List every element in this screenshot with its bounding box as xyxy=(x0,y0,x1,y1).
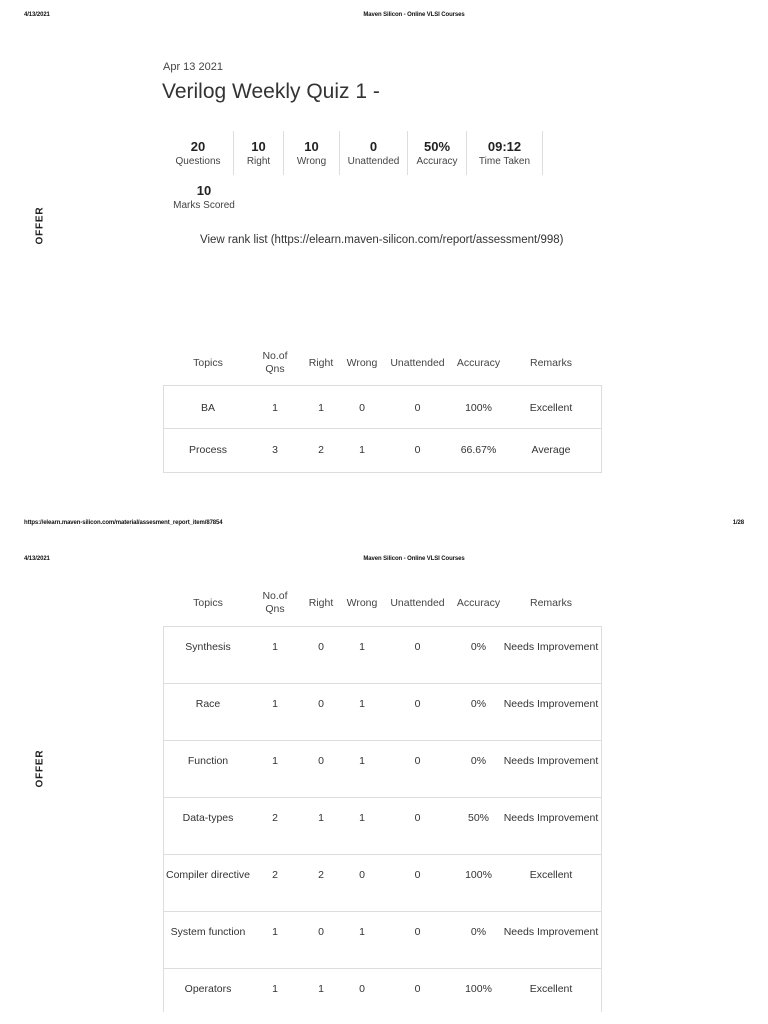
header-no-of-qns-line2: Qns xyxy=(265,363,285,375)
header-wrong: Wrong xyxy=(346,356,378,369)
cell-qns: 1 xyxy=(272,983,278,995)
cell-topic: System function xyxy=(170,926,246,938)
score-summary xyxy=(163,131,543,175)
header-unattended: Unattended xyxy=(390,356,445,369)
footer-url: https://elearn.maven-silicon.com/material/assesment_report_item/87854 xyxy=(24,520,223,526)
topics-table-1 xyxy=(163,385,602,473)
topics-table-header xyxy=(164,343,600,383)
footer-page-number: 1/28 xyxy=(732,520,744,526)
header-right: Right xyxy=(308,356,334,369)
print-date: 4/13/2021 xyxy=(24,12,50,18)
cell-unattended: 0 xyxy=(414,812,421,824)
cell-qns: 1 xyxy=(272,402,278,414)
stat-value: 20 xyxy=(190,138,206,154)
cell-topic: Process xyxy=(189,444,227,456)
cell-remarks: Needs Improvement xyxy=(503,755,599,767)
header-no-of-qns-line1: No.of xyxy=(262,350,288,362)
cell-accuracy: 100% xyxy=(465,983,492,995)
stat-label: Questions xyxy=(175,155,221,167)
cell-remarks: Average xyxy=(531,444,571,456)
cell-accuracy: 100% xyxy=(465,869,492,881)
cell-right: 1 xyxy=(318,812,324,824)
cell-wrong: 1 xyxy=(359,926,365,938)
header-unattended: Unattended xyxy=(390,596,445,609)
cell-wrong: 1 xyxy=(359,698,365,710)
cell-qns: 1 xyxy=(272,755,278,767)
cell-topic: Operators xyxy=(184,983,232,995)
topics-table-2 xyxy=(163,626,602,1012)
cell-remarks: Needs Improvement xyxy=(503,698,599,710)
cell-right: 2 xyxy=(318,444,324,456)
header-remarks: Remarks xyxy=(529,596,572,609)
header-wrong: Wrong xyxy=(346,596,378,609)
document-title: Maven Silicon - Online VLSI Courses xyxy=(363,12,465,18)
cell-unattended: 0 xyxy=(414,983,421,995)
cell-qns: 2 xyxy=(272,812,278,824)
stat-label: Unattended xyxy=(347,155,400,167)
stat-accuracy xyxy=(408,131,467,175)
table-row xyxy=(164,741,601,798)
stat-label: Wrong xyxy=(296,155,327,167)
cell-qns: 1 xyxy=(272,641,278,653)
cell-wrong: 1 xyxy=(359,641,365,653)
cell-remarks: Needs Improvement xyxy=(503,812,599,824)
table-row xyxy=(164,627,601,684)
table-row xyxy=(164,798,601,855)
cell-unattended: 0 xyxy=(414,444,421,456)
document-title: Maven Silicon - Online VLSI Courses xyxy=(363,556,465,562)
cell-remarks: Excellent xyxy=(529,869,573,881)
cell-right: 1 xyxy=(318,402,324,414)
cell-unattended: 0 xyxy=(414,698,421,710)
cell-right: 0 xyxy=(318,755,324,767)
header-no-of-qns xyxy=(252,590,298,616)
cell-unattended: 0 xyxy=(414,926,421,938)
table-row xyxy=(164,912,601,969)
stat-wrong xyxy=(284,131,340,175)
table-row xyxy=(164,855,601,912)
cell-topic: Synthesis xyxy=(185,641,231,653)
cell-accuracy: 0% xyxy=(470,698,487,710)
stat-value: 09:12 xyxy=(487,138,522,154)
table-row xyxy=(164,429,601,472)
stat-questions xyxy=(163,131,234,175)
topics-table-header xyxy=(164,583,600,623)
stat-label: Time Taken xyxy=(478,155,531,167)
header-accuracy: Accuracy xyxy=(456,596,501,609)
cell-topic: BA xyxy=(200,402,215,414)
cell-qns: 3 xyxy=(272,444,278,456)
cell-right: 2 xyxy=(318,869,324,881)
cell-unattended: 0 xyxy=(414,869,421,881)
offer-side-tab[interactable]: OFFER xyxy=(34,749,46,788)
cell-wrong: 0 xyxy=(359,402,365,414)
cell-accuracy: 100% xyxy=(465,402,492,414)
marks-summary xyxy=(163,177,245,217)
cell-qns: 2 xyxy=(272,869,278,881)
stat-unattended xyxy=(340,131,408,175)
stat-value: 10 xyxy=(304,138,319,154)
cell-wrong: 1 xyxy=(359,755,365,767)
stat-label: Right xyxy=(246,155,271,167)
cell-accuracy: 0% xyxy=(470,755,487,767)
header-remarks: Remarks xyxy=(529,356,572,369)
cell-unattended: 0 xyxy=(414,755,421,767)
table-row xyxy=(164,386,601,429)
stat-marks-scored xyxy=(163,177,245,217)
stat-right xyxy=(234,131,284,175)
header-topics: Topics xyxy=(193,596,223,609)
cell-right: 1 xyxy=(318,983,324,995)
cell-qns: 1 xyxy=(272,698,278,710)
header-no-of-qns-line2: Qns xyxy=(265,603,285,615)
quiz-title: Verilog Weekly Quiz 1 - xyxy=(162,80,380,103)
header-no-of-qns-line1: No.of xyxy=(262,590,288,602)
stat-value: 50% xyxy=(423,138,451,154)
cell-topic: Race xyxy=(195,698,221,710)
print-date: 4/13/2021 xyxy=(24,556,50,562)
cell-topic: Compiler directive xyxy=(165,869,251,881)
cell-accuracy: 50% xyxy=(467,812,489,824)
cell-wrong: 0 xyxy=(359,869,365,881)
cell-wrong: 0 xyxy=(359,983,365,995)
cell-right: 0 xyxy=(318,698,324,710)
cell-remarks: Needs Improvement xyxy=(503,641,599,653)
cell-accuracy: 0% xyxy=(470,926,487,938)
stat-label: Marks Scored xyxy=(173,199,235,211)
cell-remarks: Excellent xyxy=(529,402,573,414)
stat-value: 10 xyxy=(196,182,212,198)
header-no-of-qns xyxy=(252,350,298,376)
cell-wrong: 1 xyxy=(359,444,365,456)
stat-time-taken xyxy=(467,131,543,175)
header-accuracy: Accuracy xyxy=(456,356,501,369)
stat-value: 0 xyxy=(369,138,378,154)
header-right: Right xyxy=(308,596,334,609)
quiz-date: Apr 13 2021 xyxy=(163,61,223,73)
stat-value: 10 xyxy=(251,138,266,154)
cell-right: 0 xyxy=(318,926,324,938)
cell-remarks: Needs Improvement xyxy=(503,926,599,938)
cell-remarks: Excellent xyxy=(529,983,573,995)
cell-unattended: 0 xyxy=(414,402,421,414)
table-row xyxy=(164,684,601,741)
rank-list-link[interactable]: View rank list (https://elearn.maven-silicon.com/report/assessment/998) xyxy=(200,234,564,246)
header-topics: Topics xyxy=(193,356,223,369)
cell-unattended: 0 xyxy=(414,641,421,653)
cell-right: 0 xyxy=(318,641,324,653)
cell-accuracy: 66.67% xyxy=(460,444,497,456)
cell-wrong: 1 xyxy=(359,812,365,824)
offer-side-tab[interactable]: OFFER xyxy=(34,206,46,245)
cell-qns: 1 xyxy=(272,926,278,938)
cell-accuracy: 0% xyxy=(470,641,487,653)
table-row xyxy=(164,969,601,1012)
cell-topic: Data-types xyxy=(182,812,234,824)
cell-topic: Function xyxy=(187,755,229,767)
stat-label: Accuracy xyxy=(416,155,458,167)
